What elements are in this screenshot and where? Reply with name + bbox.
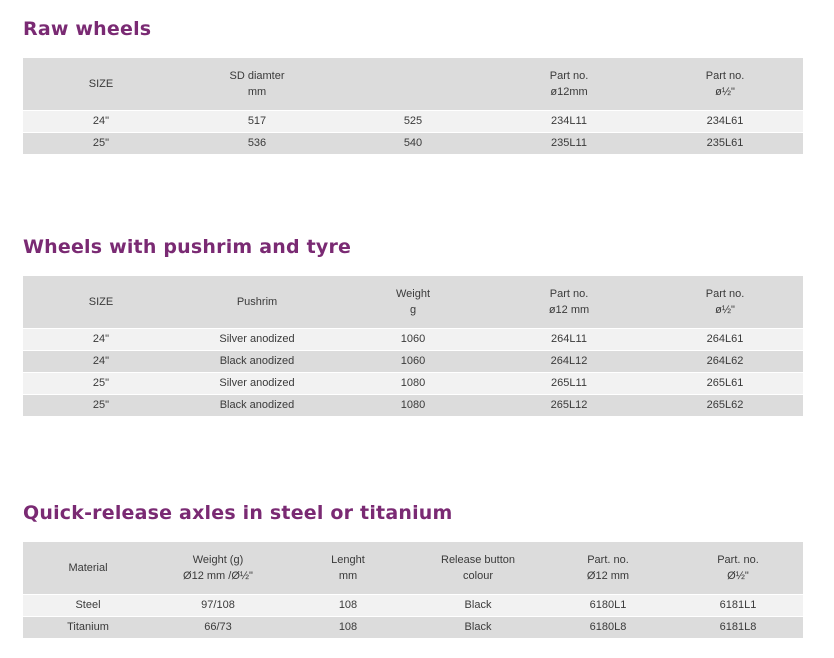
table-cell: 25" [23,372,179,394]
table-cell: 6181L8 [673,616,803,638]
table-row [23,350,803,372]
table-header-row [23,276,803,328]
table-cell: 6180L1 [543,594,673,616]
table-cell: 24" [23,328,179,350]
table-cell: Silver anodized [179,328,335,350]
table-row [23,594,803,616]
column-header: Pushrim [179,276,335,328]
table-cell: Silver anodized [179,372,335,394]
column-header: Weight (g) Ø12 mm /Ø½" [153,542,283,594]
table-cell: 540 [335,132,491,154]
table-row [23,328,803,350]
column-header [335,58,491,110]
table-header-row [23,58,803,110]
table-cell: 97/108 [153,594,283,616]
section-title-quick-release-axles: Quick-release axles in steel or titanium [23,502,453,524]
table-cell: 66/73 [153,616,283,638]
table-cell: Black anodized [179,394,335,416]
table-cell: 1060 [335,328,491,350]
table-cell: 6180L8 [543,616,673,638]
table-cell: 536 [179,132,335,154]
table-cell: 24" [23,350,179,372]
table-row [23,372,803,394]
table-cell: 265L62 [647,394,803,416]
table-cell: 25" [23,394,179,416]
section-title-wheels-pushrim: Wheels with pushrim and tyre [23,236,352,258]
column-header: Material [23,542,153,594]
table-cell: 1080 [335,394,491,416]
table-cell: 108 [283,594,413,616]
table-row [23,616,803,638]
column-header: Weight g [335,276,491,328]
column-header: Part no. ø12mm [491,58,647,110]
table-cell: 1080 [335,372,491,394]
table-cell: 264L12 [491,350,647,372]
table-cell: Steel [23,594,153,616]
table-row [23,110,803,132]
column-header: Part no. ø½" [647,276,803,328]
table-cell: 108 [283,616,413,638]
table-cell: 265L11 [491,372,647,394]
table-cell: 264L62 [647,350,803,372]
quick-release-axles-table [23,542,803,638]
column-header: Part. no. Ø12 mm [543,542,673,594]
section-title-raw-wheels: Raw wheels [23,18,152,40]
table-cell: Black [413,594,543,616]
column-header: Release button colour [413,542,543,594]
table-cell: 235L61 [647,132,803,154]
column-header: SIZE [23,58,179,110]
column-header: Lenght mm [283,542,413,594]
column-header: SIZE [23,276,179,328]
table-cell: Titanium [23,616,153,638]
table-cell: 525 [335,110,491,132]
table-cell: 517 [179,110,335,132]
column-header: Part no. ø½" [647,58,803,110]
column-header: Part no. ø12 mm [491,276,647,328]
table-cell: Black [413,616,543,638]
raw-wheels-table [23,58,803,154]
table-cell: 264L61 [647,328,803,350]
table-row [23,394,803,416]
column-header: SD diamter mm [179,58,335,110]
table-cell: 25" [23,132,179,154]
column-header: Part. no. Ø½" [673,542,803,594]
table-cell: 264L11 [491,328,647,350]
table-cell: 1060 [335,350,491,372]
table-cell: 234L11 [491,110,647,132]
table-cell: 235L11 [491,132,647,154]
table-cell: 265L61 [647,372,803,394]
table-cell: 234L61 [647,110,803,132]
table-row [23,132,803,154]
table-cell: 265L12 [491,394,647,416]
table-cell: Black anodized [179,350,335,372]
table-cell: 6181L1 [673,594,803,616]
table-header-row [23,542,803,594]
table-cell: 24" [23,110,179,132]
wheels-pushrim-table [23,276,803,416]
